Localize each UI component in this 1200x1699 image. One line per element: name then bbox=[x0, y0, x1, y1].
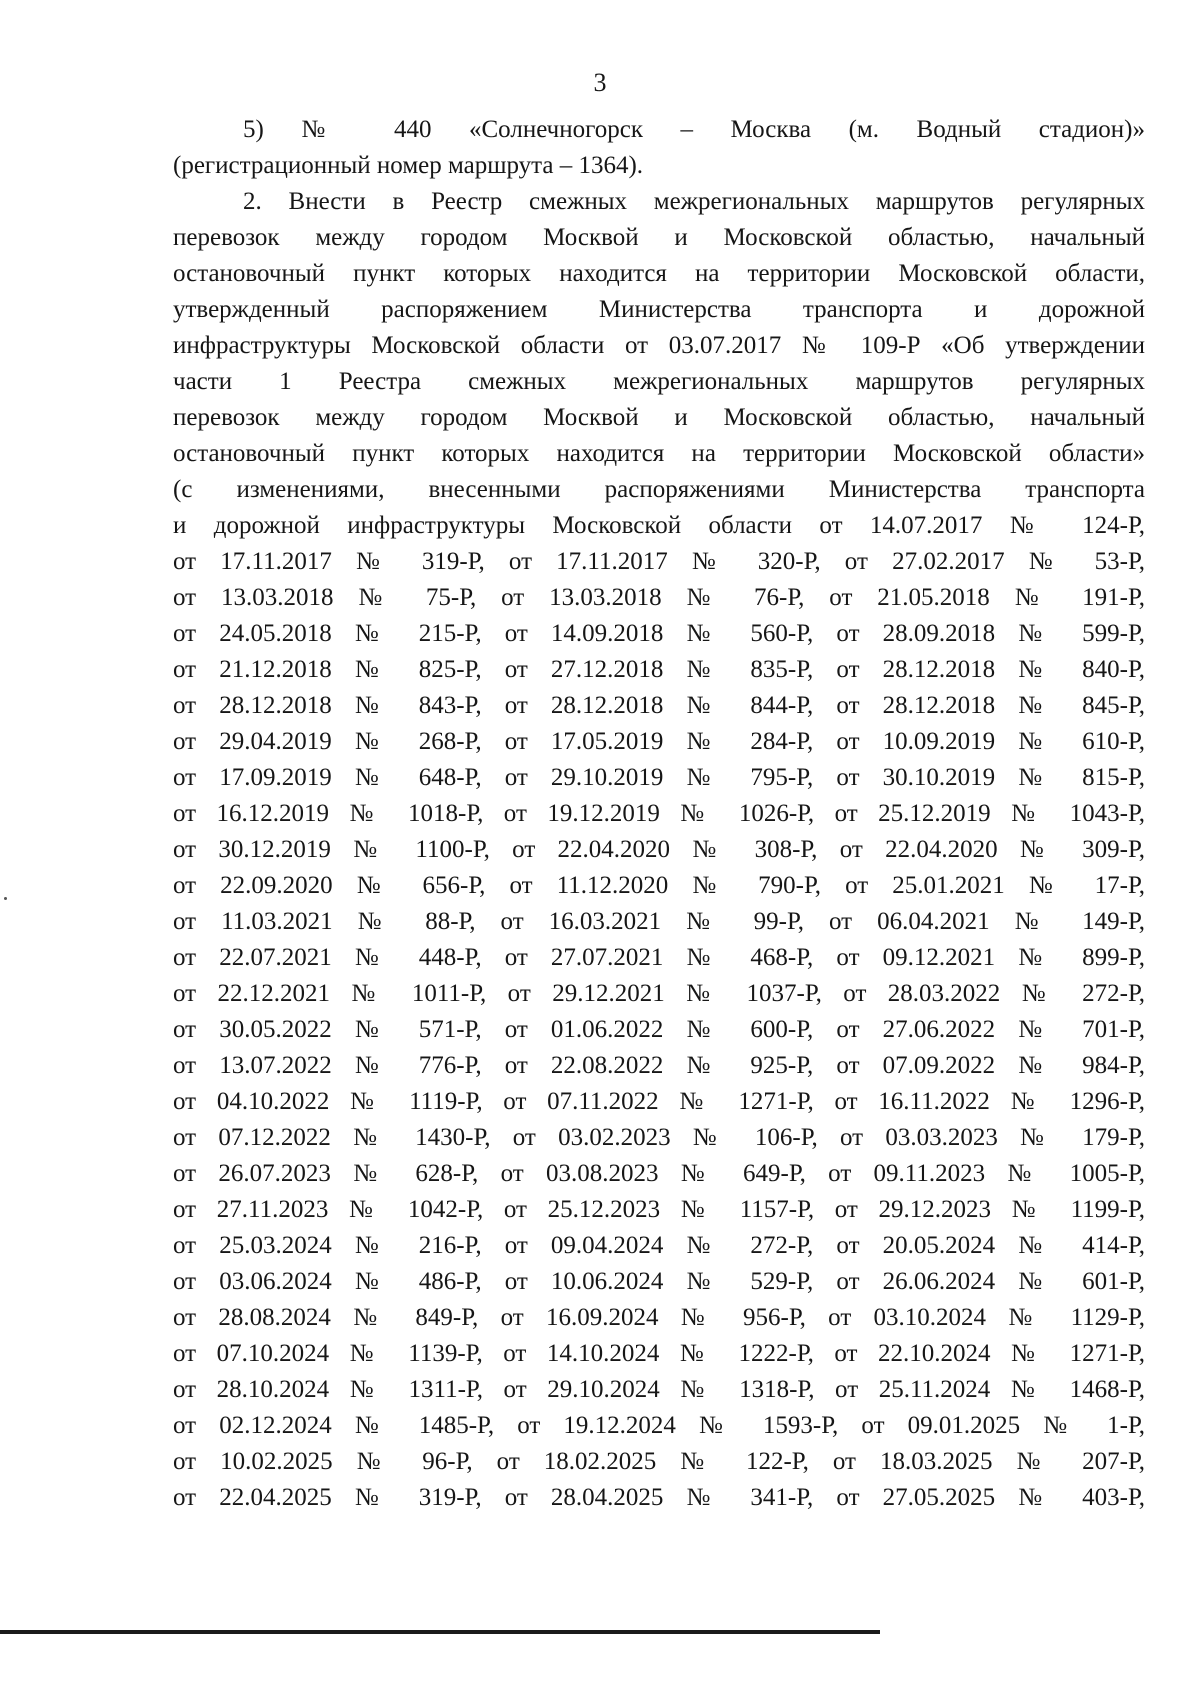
text-line: от 22.09.2020 № 656-Р, от 11.12.2020 № 790-Р, от 25.01.2021 № 17-Р, bbox=[173, 872, 1145, 899]
text-line: от 07.12.2022 № 1430-Р, от 03.02.2023 № 106-Р, от 03.03.2023 № 179-Р, bbox=[173, 1124, 1145, 1151]
text-line: от 28.12.2018 № 843-Р, от 28.12.2018 № 844-Р, от 28.12.2018 № 845-Р, bbox=[173, 692, 1145, 719]
text-line: от 11.03.2021 № 88-Р, от 16.03.2021 № 99-Р, от 06.04.2021 № 149-Р, bbox=[173, 908, 1145, 935]
text-line: от 30.05.2022 № 571-Р, от 01.06.2022 № 600-Р, от 27.06.2022 № 701-Р, bbox=[173, 1016, 1145, 1043]
text-line: от 02.12.2024 № 1485-Р, от 19.12.2024 № 1593-Р, от 09.01.2025 № 1-Р, bbox=[173, 1412, 1145, 1439]
text-line: от 28.10.2024 № 1311-Р, от 29.10.2024 № 1318-Р, от 25.11.2024 № 1468-Р, bbox=[173, 1376, 1145, 1403]
text-line: от 30.12.2019 № 1100-Р, от 22.04.2020 № 308-Р, от 22.04.2020 № 309-Р, bbox=[173, 836, 1145, 863]
text-line: от 21.12.2018 № 825-Р, от 27.12.2018 № 835-Р, от 28.12.2018 № 840-Р, bbox=[173, 656, 1145, 683]
text-line: от 17.09.2019 № 648-Р, от 29.10.2019 № 795-Р, от 30.10.2019 № 815-Р, bbox=[173, 764, 1145, 791]
bottom-rule bbox=[0, 1630, 880, 1634]
text-line: от 29.04.2019 № 268-Р, от 17.05.2019 № 284-Р, от 10.09.2019 № 610-Р, bbox=[173, 728, 1145, 755]
scan-artifact-dot bbox=[4, 897, 7, 900]
text-line: от 24.05.2018 № 215-Р, от 14.09.2018 № 560-Р, от 28.09.2018 № 599-Р, bbox=[173, 620, 1145, 647]
text-line: остановочный пункт которых находится на территории Московской области» bbox=[173, 440, 1145, 467]
text-line: от 13.07.2022 № 776-Р, от 22.08.2022 № 925-Р, от 07.09.2022 № 984-Р, bbox=[173, 1052, 1145, 1079]
text-line: инфраструктуры Московской области от 03.07.2017 № 109-Р «Об утверждении bbox=[173, 332, 1145, 359]
text-line: и дорожной инфраструктуры Московской области от 14.07.2017 № 124-Р, bbox=[173, 512, 1145, 539]
text-line: от 22.12.2021 № 1011-Р, от 29.12.2021 № 1037-Р, от 28.03.2022 № 272-Р, bbox=[173, 980, 1145, 1007]
text-line: части 1 Реестра смежных межрегиональных маршрутов регулярных bbox=[173, 368, 1145, 395]
text-line: от 26.07.2023 № 628-Р, от 03.08.2023 № 649-Р, от 09.11.2023 № 1005-Р, bbox=[173, 1160, 1145, 1187]
text-line: от 03.06.2024 № 486-Р, от 10.06.2024 № 529-Р, от 26.06.2024 № 601-Р, bbox=[173, 1268, 1145, 1295]
text-line: перевозок между городом Москвой и Московской областью, начальный bbox=[173, 404, 1145, 431]
text-line: от 22.04.2025 № 319-Р, от 28.04.2025 № 341-Р, от 27.05.2025 № 403-Р, bbox=[173, 1484, 1145, 1511]
text-line: от 04.10.2022 № 1119-Р, от 07.11.2022 № 1271-Р, от 16.11.2022 № 1296-Р, bbox=[173, 1088, 1145, 1115]
text-line: от 07.10.2024 № 1139-Р, от 14.10.2024 № 1222-Р, от 22.10.2024 № 1271-Р, bbox=[173, 1340, 1145, 1367]
text-line: (с изменениями, внесенными распоряжениями Министерства транспорта bbox=[173, 476, 1145, 503]
text-line: от 17.11.2017 № 319-Р, от 17.11.2017 № 320-Р, от 27.02.2017 № 53-Р, bbox=[173, 548, 1145, 575]
text-line: от 28.08.2024 № 849-Р, от 16.09.2024 № 956-Р, от 03.10.2024 № 1129-Р, bbox=[173, 1304, 1145, 1331]
document-body bbox=[173, 112, 1145, 1516]
text-line: остановочный пункт которых находится на территории Московской области, bbox=[173, 260, 1145, 287]
text-line: от 13.03.2018 № 75-Р, от 13.03.2018 № 76-Р, от 21.05.2018 № 191-Р, bbox=[173, 584, 1145, 611]
text-line: (регистрационный номер маршрута – 1364). bbox=[173, 152, 644, 179]
list-item-route-440: 5) № 440 «Солнечногорск – Москва (м. Водный стадион)» bbox=[243, 116, 1145, 143]
text-line: утвержденный распоряжением Министерства транспорта и дорожной bbox=[173, 296, 1145, 323]
text-line: перевозок между городом Москвой и Московской областью, начальный bbox=[173, 224, 1145, 251]
text-line: от 27.11.2023 № 1042-Р, от 25.12.2023 № 1157-Р, от 29.12.2023 № 1199-Р, bbox=[173, 1196, 1145, 1223]
text-line: от 25.03.2024 № 216-Р, от 09.04.2024 № 272-Р, от 20.05.2024 № 414-Р, bbox=[173, 1232, 1145, 1259]
text-line: от 16.12.2019 № 1018-Р, от 19.12.2019 № 1026-Р, от 25.12.2019 № 1043-Р, bbox=[173, 800, 1145, 827]
paragraph-2-start: 2. Внести в Реестр смежных межрегиональных маршрутов регулярных bbox=[243, 188, 1145, 215]
text-line: от 22.07.2021 № 448-Р, от 27.07.2021 № 468-Р, от 09.12.2021 № 899-Р, bbox=[173, 944, 1145, 971]
page-number: 3 bbox=[593, 68, 607, 97]
text-line: от 10.02.2025 № 96-Р, от 18.02.2025 № 122-Р, от 18.03.2025 № 207-Р, bbox=[173, 1448, 1145, 1475]
